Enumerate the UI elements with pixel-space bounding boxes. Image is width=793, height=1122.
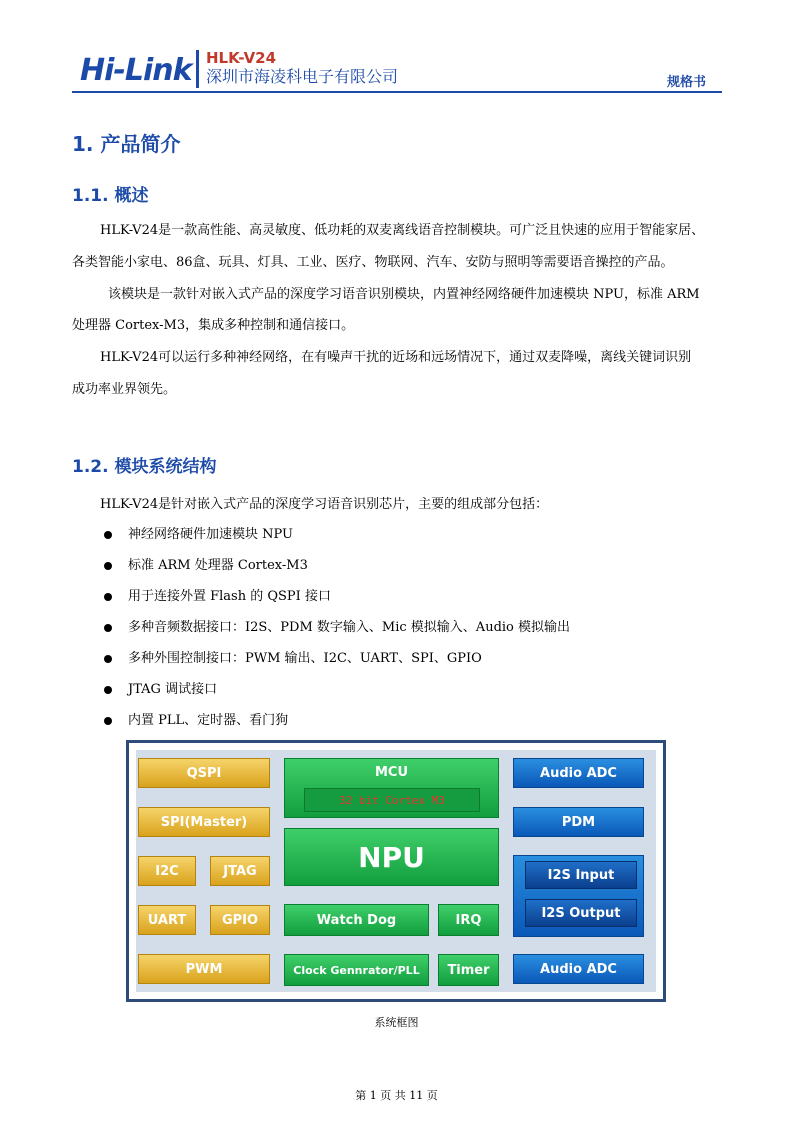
paragraph-line: 处理器 Cortex-M3，集成多种控制和通信接口。 bbox=[72, 318, 355, 333]
block-npu: NPU bbox=[284, 828, 499, 886]
block-pdm: PDM bbox=[513, 807, 644, 837]
list-item: 内置 PLL、定时器、看门狗 bbox=[128, 713, 289, 728]
logo-divider bbox=[196, 50, 199, 88]
page-footer: 第 1 页 共 11 页 bbox=[355, 1089, 438, 1102]
list-item: 多种外围控制接口：PWM 输出、I2C、UART、SPI、GPIO bbox=[128, 651, 482, 666]
model-name: HLK-V24 bbox=[206, 49, 277, 67]
block-gpio: GPIO bbox=[210, 905, 270, 935]
block-clock-generator: Clock Gennrator/PLL bbox=[284, 954, 429, 986]
bullet-icon bbox=[104, 655, 112, 663]
list-item: JTAG 调试接口 bbox=[128, 682, 218, 697]
doc-type: 规格书 bbox=[667, 75, 707, 90]
bullet-icon bbox=[104, 562, 112, 570]
section-title: 1. 产品简介 bbox=[72, 132, 181, 156]
block-spi-master: SPI(Master) bbox=[138, 807, 270, 837]
block-audio-adc-bottom: Audio ADC bbox=[513, 954, 644, 984]
block-watchdog: Watch Dog bbox=[284, 904, 429, 936]
list-item: 多种音频数据接口：I2S、PDM 数字输入、Mic 模拟输入、Audio 模拟输出 bbox=[128, 620, 571, 635]
block-uart: UART bbox=[138, 905, 196, 935]
block-i2s-output: I2S Output bbox=[525, 899, 637, 927]
paragraph-line: 成功率业界领先。 bbox=[72, 382, 177, 397]
block-timer: Timer bbox=[438, 954, 499, 986]
bullet-icon bbox=[104, 717, 112, 725]
paragraph-line: 各类智能小家电、86盒、玩具、灯具、工业、医疗、物联网、汽车、安防与照明等需要语音操控的产品。 bbox=[72, 255, 674, 270]
list-item: 用于连接外置 Flash 的 QSPI 接口 bbox=[128, 589, 331, 604]
bullet-icon bbox=[104, 624, 112, 632]
block-i2s-input: I2S Input bbox=[525, 861, 637, 889]
block-pwm: PWM bbox=[138, 954, 270, 984]
company-name: 深圳市海凌科电子有限公司 bbox=[206, 67, 399, 86]
list-item: 神经网络硬件加速模块 NPU bbox=[128, 527, 293, 542]
paragraph-line: HLK-V24是一款高性能、高灵敏度、低功耗的双麦离线语音控制模块。可广泛且快速的应用于智能家居、 bbox=[100, 223, 705, 238]
subsection-title-structure: 1.2. 模块系统结构 bbox=[72, 457, 217, 477]
hilink-logo: Hi-Link bbox=[80, 53, 192, 88]
bullet-icon bbox=[104, 686, 112, 694]
list-item: 标准 ARM 处理器 Cortex-M3 bbox=[128, 558, 308, 573]
block-jtag: JTAG bbox=[210, 856, 270, 886]
system-block-diagram bbox=[126, 740, 666, 1002]
structure-intro: HLK-V24是针对嵌入式产品的深度学习语音识别芯片，主要的组成部分包括： bbox=[100, 497, 549, 512]
paragraph-line: 该模块是一款针对嵌入式产品的深度学习语音识别模块，内置神经网络硬件加速模块 NPU，标准 ARM bbox=[108, 287, 700, 302]
block-i2c: I2C bbox=[138, 856, 196, 886]
diagram-background bbox=[136, 750, 656, 992]
block-irq: IRQ bbox=[438, 904, 499, 936]
subsection-title-overview: 1.1. 概述 bbox=[72, 186, 149, 206]
block-audio-adc-top: Audio ADC bbox=[513, 758, 644, 788]
diagram-caption: 系统框图 bbox=[374, 1016, 419, 1029]
header-rule bbox=[72, 91, 722, 93]
bullet-icon bbox=[104, 593, 112, 601]
mcu-label: MCU bbox=[374, 765, 409, 780]
paragraph-line: HLK-V24可以运行多种神经网络，在有噪声干扰的近场和远场情况下，通过双麦降噪，离线关键词识别 bbox=[100, 350, 692, 365]
block-cortex-m3: 32 bit Cortex M3 bbox=[304, 788, 480, 812]
bullet-icon bbox=[104, 531, 112, 539]
block-qspi: QSPI bbox=[138, 758, 270, 788]
